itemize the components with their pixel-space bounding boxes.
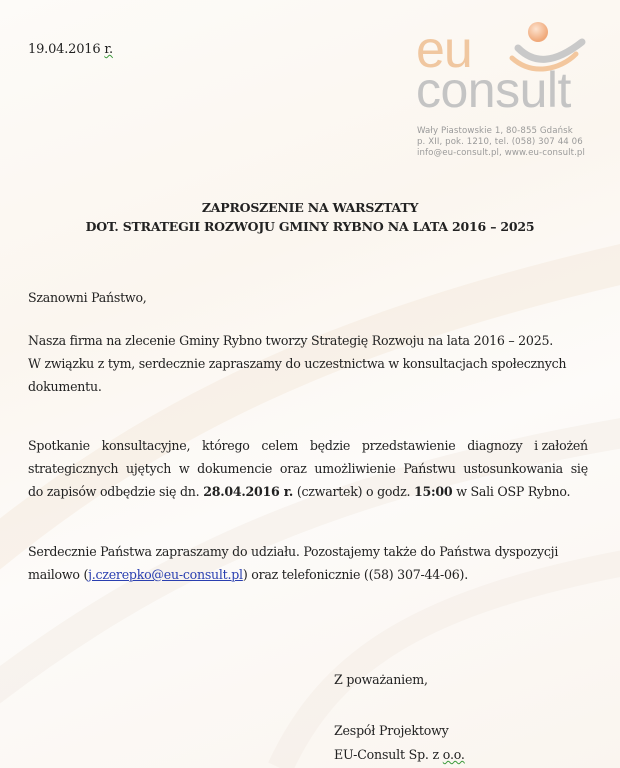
date-value: 19.04.2016: [28, 42, 101, 57]
paragraph-1-line: Nasza firma na zlecenie Gminy Rybno tworzy Strategię Rozwoju na lata 2016 – 2025.: [28, 333, 553, 348]
date-suffix: r.: [104, 42, 113, 57]
paragraph-2-line-3: [28, 480, 588, 503]
word: się: [570, 461, 588, 476]
address-line-1: Wały Piastowskie 1, 80-855 Gdańsk: [417, 126, 573, 136]
letter-date: [28, 42, 113, 57]
word: w: [178, 461, 190, 476]
word: Państwu: [403, 461, 456, 476]
email-link[interactable]: j.czerepko@eu-consult.pl: [88, 567, 243, 582]
text: w Sali OSP Rybno.: [452, 484, 571, 499]
paragraph-3: [28, 540, 588, 586]
word: konsultacyjne,: [101, 438, 191, 453]
address-line-3: info@eu-consult.pl, www.eu-consult.pl: [417, 148, 585, 158]
logo-word-consult: consult: [416, 62, 571, 118]
text: ) oraz telefonicznie ((58) 307-44-06).: [242, 567, 468, 582]
paragraph-1-line: W związku z tym, serdecznie zapraszamy do uczestnictwa w konsultacjach społecznych: [28, 356, 567, 371]
address-line-2: p. XII, pok. 1210, tel. (058) 307 44 06: [417, 137, 583, 147]
company-suffix: o.o.: [442, 747, 465, 762]
word: strategicznych: [28, 461, 119, 476]
meeting-time: 15:00: [413, 484, 453, 499]
word: przedstawienie: [361, 438, 456, 453]
paragraph-1-line: dokumentu.: [28, 379, 102, 394]
signature-company: [334, 747, 465, 762]
word: dokumencie: [197, 461, 273, 476]
document-title-line-2: DOT. STRATEGII ROZWOJU GMINY RYBNO NA LATA 2016 – 2025: [85, 219, 535, 234]
signature-team: Zespół Projektowy: [334, 723, 449, 738]
company-address: [417, 126, 585, 159]
word: celem: [261, 438, 299, 453]
eu-consult-logo: [416, 18, 600, 118]
greeting: Szanowni Państwo,: [28, 290, 147, 305]
paragraph-1: [28, 329, 588, 398]
word: Spotkanie: [28, 438, 90, 453]
company-name: EU-Consult Sp. z: [334, 747, 443, 762]
word: umożliwienie: [314, 461, 396, 476]
word: ujętych: [126, 461, 172, 476]
paragraph-2: [28, 434, 588, 503]
paragraph-3-line-1: Serdecznie Państwa zapraszamy do udziału. Pozostajemy także do Państwa dyspozycji: [28, 544, 559, 559]
meeting-date: 28.04.2016 r.: [203, 484, 294, 499]
word: ustosunkowania: [463, 461, 563, 476]
logo-word-eu: eu: [416, 21, 472, 79]
word: diagnozy: [467, 438, 523, 453]
paragraph-2-line-1: [28, 434, 588, 457]
text: mailowo (: [28, 567, 89, 582]
paragraph-3-line-2: [28, 563, 588, 586]
word: oraz: [279, 461, 307, 476]
text: (czwartek) o godz.: [293, 484, 414, 499]
document-title-line-1: ZAPROSZENIE NA WARSZTATY: [201, 200, 419, 215]
signature-closing: Z poważaniem,: [334, 672, 428, 687]
paragraph-2-line-2: [28, 457, 588, 480]
word: będzie: [309, 438, 351, 453]
word: którego: [202, 438, 250, 453]
word: i założeń: [534, 438, 588, 453]
text: do zapisów odbędzie się dn.: [28, 484, 204, 499]
